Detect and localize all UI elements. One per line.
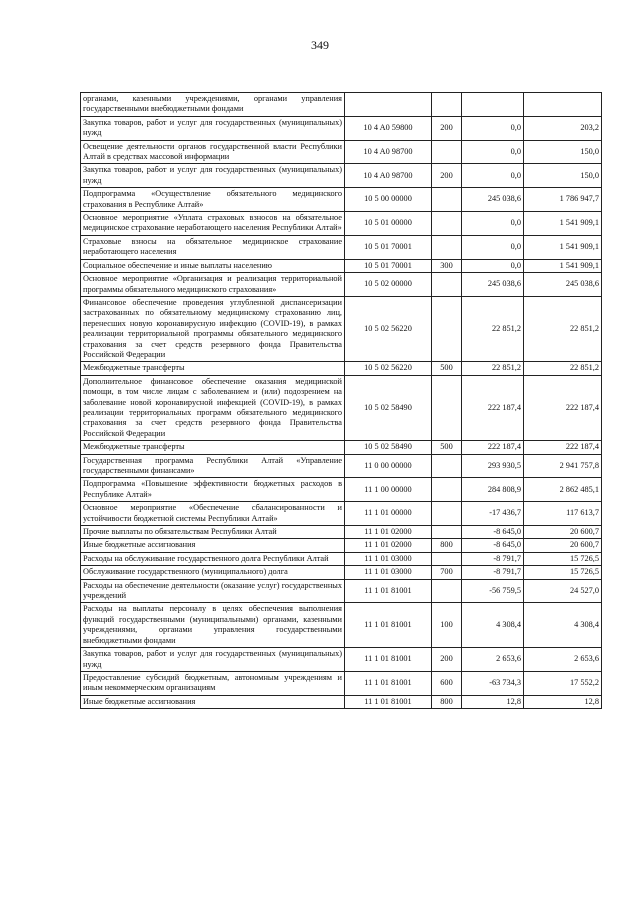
amount-change-cell: -17 436,7 [462,502,524,526]
expense-name-cell: Основное мероприятие «Обеспечение сбалансированности и устойчивости бюджетной системы Республики Алтай» [81,502,345,526]
classification-code-cell: 10 5 02 56220 [345,362,432,375]
expense-type-cell [432,454,462,478]
expense-name-cell: Межбюджетные трансферты [81,362,345,375]
table-row [81,552,602,565]
table-row [81,188,602,212]
expense-name-cell: Подпрограмма «Осуществление обязательного медицинского страхования в Республике Алтай» [81,188,345,212]
expense-name-cell: Обслуживание государственного (муниципального) долга [81,566,345,579]
expense-name-cell: Межбюджетные трансферты [81,441,345,454]
amount-total-cell: 20 600,7 [524,526,602,539]
classification-code-cell: 11 1 00 00000 [345,478,432,502]
table-row [81,212,602,236]
expense-type-cell [432,526,462,539]
expense-name-cell: Закупка товаров, работ и услуг для государственных (муниципальных) нужд [81,648,345,672]
expense-type-cell [432,212,462,236]
table-row [81,478,602,502]
amount-total-cell: 245 038,6 [524,273,602,297]
amount-change-cell: -56 759,5 [462,579,524,603]
classification-code-cell [345,93,432,117]
page-number: 349 [311,38,329,52]
classification-code-cell: 11 1 01 81001 [345,603,432,648]
classification-code-cell: 10 4 A0 98700 [345,140,432,164]
table-row [81,235,602,259]
amount-total-cell: 117 613,7 [524,502,602,526]
amount-total-cell: 150,0 [524,164,602,188]
expense-type-cell [432,93,462,117]
expense-type-cell [432,552,462,565]
classification-code-cell: 11 1 01 81001 [345,671,432,695]
amount-total-cell [524,93,602,117]
amount-total-cell: 1 786 947,7 [524,188,602,212]
classification-code-cell: 10 5 01 70001 [345,235,432,259]
classification-code-cell: 11 1 01 02000 [345,539,432,552]
classification-code-cell: 11 1 01 02000 [345,526,432,539]
classification-code-cell: 11 1 01 81001 [345,695,432,708]
table-row [81,566,602,579]
expense-name-cell: Страховые взносы на обязательное медицинское страхование неработающего населения [81,235,345,259]
amount-total-cell: 4 308,4 [524,603,602,648]
amount-change-cell: 284 808,9 [462,478,524,502]
classification-code-cell: 10 5 02 58490 [345,375,432,440]
classification-code-cell: 10 5 02 58490 [345,441,432,454]
expense-type-cell [432,502,462,526]
amount-total-cell: 203,2 [524,116,602,140]
classification-code-cell: 10 5 02 00000 [345,273,432,297]
expense-type-cell [432,235,462,259]
amount-change-cell: 22 851,2 [462,362,524,375]
expense-name-cell: Иные бюджетные ассигнования [81,695,345,708]
amount-change-cell [462,93,524,117]
classification-code-cell: 11 1 01 03000 [345,552,432,565]
amount-total-cell: 24 527,0 [524,579,602,603]
table-row [81,362,602,375]
table-row [81,671,602,695]
amount-change-cell: 0,0 [462,116,524,140]
classification-code-cell: 10 5 00 00000 [345,188,432,212]
table-row [81,441,602,454]
classification-code-cell: 11 0 00 00000 [345,454,432,478]
budget-table [80,92,602,709]
amount-total-cell: 12,8 [524,695,602,708]
expense-name-cell: Освещение деятельности органов государственной власти Республики Алтай в средствах массовой информации [81,140,345,164]
classification-code-cell: 11 1 01 81001 [345,579,432,603]
expense-name-cell: Расходы на обеспечение деятельности (оказание услуг) государственных учреждений [81,579,345,603]
table-row [81,259,602,272]
amount-total-cell: 15 726,5 [524,566,602,579]
amount-change-cell: -8 645,0 [462,539,524,552]
expense-type-cell: 500 [432,441,462,454]
table-row [81,296,602,361]
expense-type-cell: 500 [432,362,462,375]
expense-name-cell: Закупка товаров, работ и услуг для государственных (муниципальных) нужд [81,116,345,140]
expense-name-cell: Предоставление субсидий бюджетным, автономным учреждениям и иным некоммерческим организациям [81,671,345,695]
amount-total-cell: 2 653,6 [524,648,602,672]
expense-name-cell: Основное мероприятие «Уплата страховых взносов на обязательное медицинское страхование неработающего населения Республики Алтай» [81,212,345,236]
amount-change-cell: 12,8 [462,695,524,708]
amount-change-cell: 0,0 [462,259,524,272]
expense-type-cell [432,188,462,212]
expense-type-cell: 300 [432,259,462,272]
table-row [81,273,602,297]
expense-type-cell: 100 [432,603,462,648]
expense-name-cell: Государственная программа Республики Алтай «Управление государственными финансами» [81,454,345,478]
amount-change-cell: 0,0 [462,212,524,236]
expense-type-cell: 200 [432,116,462,140]
amount-total-cell: 17 552,2 [524,671,602,695]
table-row [81,454,602,478]
amount-total-cell: 222 187,4 [524,441,602,454]
table-row [81,579,602,603]
amount-total-cell: 1 541 909,1 [524,235,602,259]
expense-type-cell: 800 [432,695,462,708]
amount-total-cell: 2 862 485,1 [524,478,602,502]
table-row [81,164,602,188]
expense-name-cell: Закупка товаров, работ и услуг для государственных (муниципальных) нужд [81,164,345,188]
amount-total-cell: 2 941 757,8 [524,454,602,478]
expense-type-cell [432,478,462,502]
table-row [81,140,602,164]
expense-name-cell: Подпрограмма «Повышение эффективности бюджетных расходов в Республике Алтай» [81,478,345,502]
table-row [81,502,602,526]
classification-code-cell: 11 1 01 81001 [345,648,432,672]
expense-name-cell: Иные бюджетные ассигнования [81,539,345,552]
expense-type-cell: 700 [432,566,462,579]
table-row [81,603,602,648]
amount-change-cell: -8 791,7 [462,566,524,579]
amount-change-cell: -8 791,7 [462,552,524,565]
amount-change-cell: 2 653,6 [462,648,524,672]
amount-total-cell: 22 851,2 [524,362,602,375]
expense-type-cell: 600 [432,671,462,695]
table-row [81,695,602,708]
table-row [81,526,602,539]
amount-total-cell: 1 541 909,1 [524,259,602,272]
amount-total-cell: 150,0 [524,140,602,164]
expense-name-cell: органами, казенными учреждениями, органами управления государственными внебюджетными фондами [81,93,345,117]
expense-name-cell: Социальное обеспечение и иные выплаты населению [81,259,345,272]
expense-type-cell [432,296,462,361]
amount-change-cell: 0,0 [462,140,524,164]
amount-change-cell: 293 930,5 [462,454,524,478]
expense-name-cell: Прочие выплаты по обязательствам Республики Алтай [81,526,345,539]
amount-total-cell: 222 187,4 [524,375,602,440]
classification-code-cell: 10 5 01 00000 [345,212,432,236]
amount-change-cell: 0,0 [462,235,524,259]
budget-table-body [81,93,602,709]
classification-code-cell: 10 5 02 56220 [345,296,432,361]
expense-name-cell: Дополнительное финансовое обеспечение оказания медицинской помощи, в том числе лицам с заболеванием и (или) подозрением на заболевание новой коронавирусной инфекцией (COVID-19), в рамках реализации территориальных программ обязательного медицинского страхования за счет средств резервного фонда Правительства Российской Федерации [81,375,345,440]
classification-code-cell: 11 1 01 03000 [345,566,432,579]
table-row [81,375,602,440]
amount-change-cell: 222 187,4 [462,375,524,440]
expense-type-cell: 200 [432,164,462,188]
classification-code-cell: 10 4 A0 98700 [345,164,432,188]
classification-code-cell: 11 1 01 00000 [345,502,432,526]
amount-change-cell: 0,0 [462,164,524,188]
table-row [81,539,602,552]
amount-total-cell: 22 851,2 [524,296,602,361]
amount-total-cell: 15 726,5 [524,552,602,565]
expense-name-cell: Финансовое обеспечение проведения углубленной диспансеризации застрахованных по обязательному медицинскому страхованию лиц, перенесших новую коронавирусную инфекцию (COVID-19), в рамках реализации территориальной программы обязательного медицинского страхования за счет средств резервного фонда Правительства Российской Федерации [81,296,345,361]
amount-total-cell: 20 600,7 [524,539,602,552]
expense-type-cell: 800 [432,539,462,552]
expense-name-cell: Расходы на выплаты персоналу в целях обеспечения выполнения функций государственными (муниципальными) органами, казенными учреждениями, органами управления государственными внебюджетными фондами [81,603,345,648]
table-row [81,648,602,672]
expense-name-cell: Основное мероприятие «Организация и реализация территориальной программы обязательного медицинского страхования» [81,273,345,297]
amount-change-cell: 222 187,4 [462,441,524,454]
expense-name-cell: Расходы на обслуживание государственного долга Республики Алтай [81,552,345,565]
amount-change-cell: 245 038,6 [462,188,524,212]
expense-type-cell [432,140,462,164]
table-row [81,93,602,117]
amount-change-cell: 4 308,4 [462,603,524,648]
amount-change-cell: -63 734,3 [462,671,524,695]
table-row [81,116,602,140]
amount-change-cell: 22 851,2 [462,296,524,361]
expense-type-cell [432,579,462,603]
classification-code-cell: 10 4 A0 59800 [345,116,432,140]
amount-change-cell: -8 645,0 [462,526,524,539]
classification-code-cell: 10 5 01 70001 [345,259,432,272]
expense-type-cell [432,375,462,440]
expense-type-cell: 200 [432,648,462,672]
expense-type-cell [432,273,462,297]
amount-total-cell: 1 541 909,1 [524,212,602,236]
amount-change-cell: 245 038,6 [462,273,524,297]
